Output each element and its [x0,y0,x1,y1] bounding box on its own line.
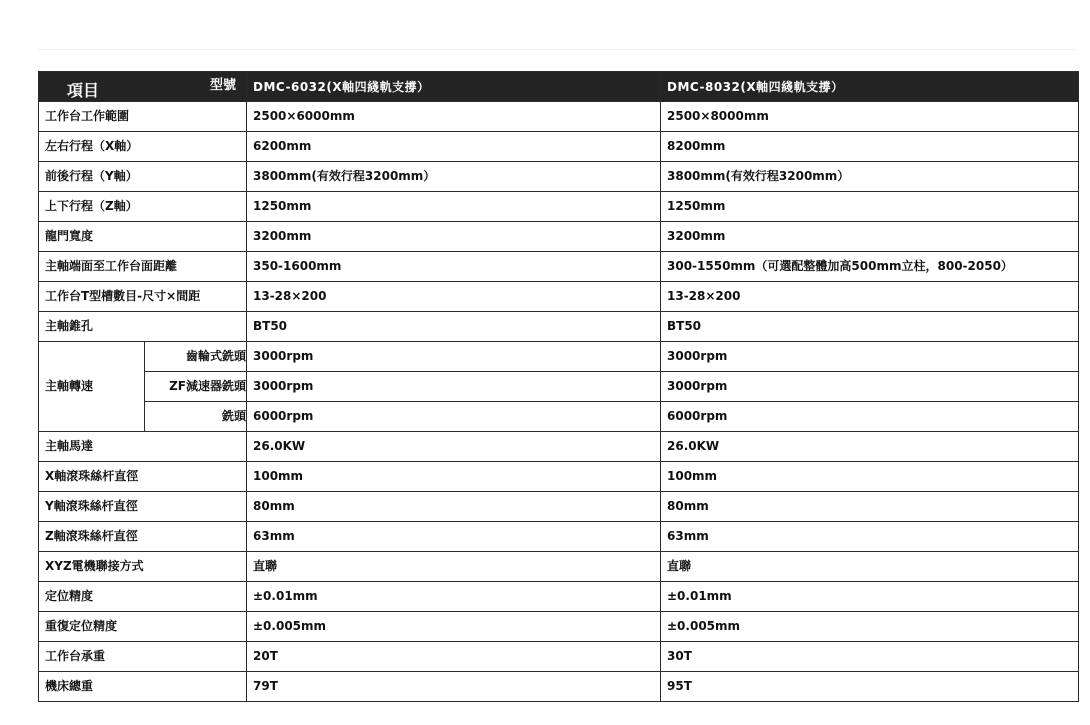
table-row [39,612,1079,642]
spec-label: XYZ電機聯接方式 [39,552,247,582]
table-row [39,522,1079,552]
model-2-value: 直聯 [661,552,1079,582]
spindle-head-type: 齒輪式銑頭 [145,342,247,372]
table-row [39,552,1079,582]
spec-label: 定位精度 [39,582,247,612]
model-2-value: 100mm [661,462,1079,492]
spec-label: 機床總重 [39,672,247,702]
spindle-head-type: 銑頭 [145,402,247,432]
header-row [39,72,1079,102]
model-2-value: BT50 [661,312,1079,342]
model-1-value: 13-28×200 [247,282,661,312]
model-1-value: 3200mm [247,222,661,252]
table-row [39,342,1079,372]
model-2-value: 1250mm [661,192,1079,222]
table-row [39,372,1079,402]
model-1-value: 3000rpm [247,372,661,402]
table-row [39,432,1079,462]
model-1-value: 79T [247,672,661,702]
model-2-value: ±0.01mm [661,582,1079,612]
model-2-value: 95T [661,672,1079,702]
model-1-value: 2500×6000mm [247,102,661,132]
model-2-value: 2500×8000mm [661,102,1079,132]
model-1-value: 350-1600mm [247,252,661,282]
model-2-value: 300-1550mm（可選配整體加高500mm立柱，800-2050） [661,252,1079,282]
model-1-value: 3800mm(有效行程3200mm） [247,162,661,192]
header-label-cell [39,72,247,102]
model-1-value: 6200mm [247,132,661,162]
model-1-value: 80mm [247,492,661,522]
model-1-value: BT50 [247,312,661,342]
model-1-header: DMC-6032(X軸四綫軌支撐） [247,72,661,102]
model-1-value: 6000rpm [247,402,661,432]
model-2-value: 80mm [661,492,1079,522]
spec-label: 主軸端面至工作台面距離 [39,252,247,282]
spec-label: 主軸馬達 [39,432,247,462]
model-2-value: ±0.005mm [661,612,1079,642]
header-model-label: 型號 [209,78,236,93]
model-1-value: 3000rpm [247,342,661,372]
spec-label: Y軸滾珠絲杆直徑 [39,492,247,522]
model-1-value: 20T [247,642,661,672]
table-row [39,672,1079,702]
spec-table [38,71,1079,702]
table-row [39,402,1079,432]
top-divider [38,49,1078,50]
model-2-value: 3000rpm [661,342,1079,372]
model-1-value: 直聯 [247,552,661,582]
model-2-value: 3800mm(有效行程3200mm） [661,162,1079,192]
model-2-value: 63mm [661,522,1079,552]
model-2-value: 30T [661,642,1079,672]
model-1-value: 26.0KW [247,432,661,462]
spec-label: 龍門寬度 [39,222,247,252]
spec-label: 前後行程（Y軸） [39,162,247,192]
spec-label: 主軸錐孔 [39,312,247,342]
model-2-value: 26.0KW [661,432,1079,462]
table-row [39,252,1079,282]
table-row [39,102,1079,132]
model-1-value: 100mm [247,462,661,492]
spindle-speed-label: 主軸轉速 [39,342,145,432]
model-1-value: ±0.005mm [247,612,661,642]
table-row [39,162,1079,192]
table-row [39,462,1079,492]
model-2-value: 6000rpm [661,402,1079,432]
table-row [39,282,1079,312]
table-row [39,492,1079,522]
spec-label: Z軸滾珠絲杆直徑 [39,522,247,552]
spec-label: 工作台工作範圍 [39,102,247,132]
table-row [39,312,1079,342]
table-row [39,192,1079,222]
model-2-header: DMC-8032(X軸四綫軌支撐） [661,72,1079,102]
model-2-value: 8200mm [661,132,1079,162]
spec-label: 重復定位精度 [39,612,247,642]
model-1-value: 1250mm [247,192,661,222]
spec-label: 上下行程（Z軸） [39,192,247,222]
spec-label: X軸滾珠絲杆直徑 [39,462,247,492]
table-row [39,222,1079,252]
model-2-value: 3200mm [661,222,1079,252]
model-1-value: 63mm [247,522,661,552]
model-2-value: 13-28×200 [661,282,1079,312]
header-item-label: 項目 [67,81,100,100]
table-row [39,132,1079,162]
table-row [39,642,1079,672]
spec-label: 工作台T型槽數目-尺寸×間距 [39,282,247,312]
spec-label: 工作台承重 [39,642,247,672]
spec-label: 左右行程（X軸） [39,132,247,162]
model-1-value: ±0.01mm [247,582,661,612]
model-2-value: 3000rpm [661,372,1079,402]
spindle-head-type: ZF減速器銑頭 [145,372,247,402]
table-row [39,582,1079,612]
